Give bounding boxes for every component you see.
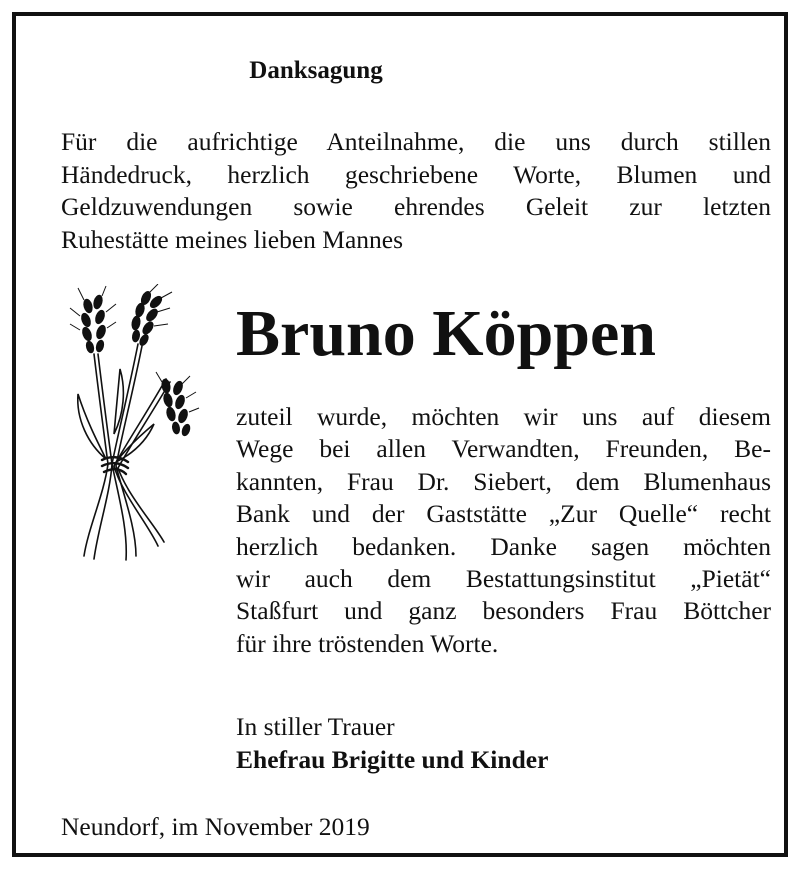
intro-line: Für die aufrichtige Anteilnahme, die uns durch stillen	[61, 127, 771, 156]
deceased-name: Bruno Köppen	[236, 297, 656, 370]
intro-paragraph	[61, 126, 771, 256]
intro-line: Geldzuwendungen sowie ehrendes Geleit zur letzten	[61, 192, 771, 221]
intro-line: Händedruck, herzlich geschriebene Worte, Blumen und	[61, 159, 771, 189]
thanks-line: für ihre tröstenden Worte.	[236, 628, 499, 658]
thanks-line: Bank und der Gaststätte „Zur Quelle“ recht	[236, 499, 771, 529]
notice-frame	[12, 12, 788, 857]
thanks-paragraph	[236, 401, 771, 660]
thanks-line: zuteil wurde, möchten wir uns auf diesem	[236, 402, 771, 431]
intro-line: Ruhestätte meines lieben Mannes	[61, 224, 404, 254]
thanks-line: Staßfurt und ganz besonders Frau Böttcher	[236, 596, 771, 626]
wheat-bundle-icon	[66, 284, 201, 564]
thanks-line: wir auch dem Bestattungsinstitut „Pietät“	[236, 564, 771, 594]
thanks-line: Wege bei allen Verwandten, Freunden, Be-	[236, 434, 771, 464]
thanks-line: kannten, Frau Dr. Siebert, dem Blumenhaus	[236, 466, 771, 496]
signature: Ehefrau Brigitte und Kinder	[236, 745, 549, 774]
mourning-line: In stiller Trauer	[236, 712, 395, 741]
thanks-line: herzlich bedanken. Danke sagen möchten	[236, 531, 771, 561]
notice-heading: Danksagung	[249, 57, 383, 84]
place-date: Neundorf, im November 2019	[61, 812, 370, 841]
